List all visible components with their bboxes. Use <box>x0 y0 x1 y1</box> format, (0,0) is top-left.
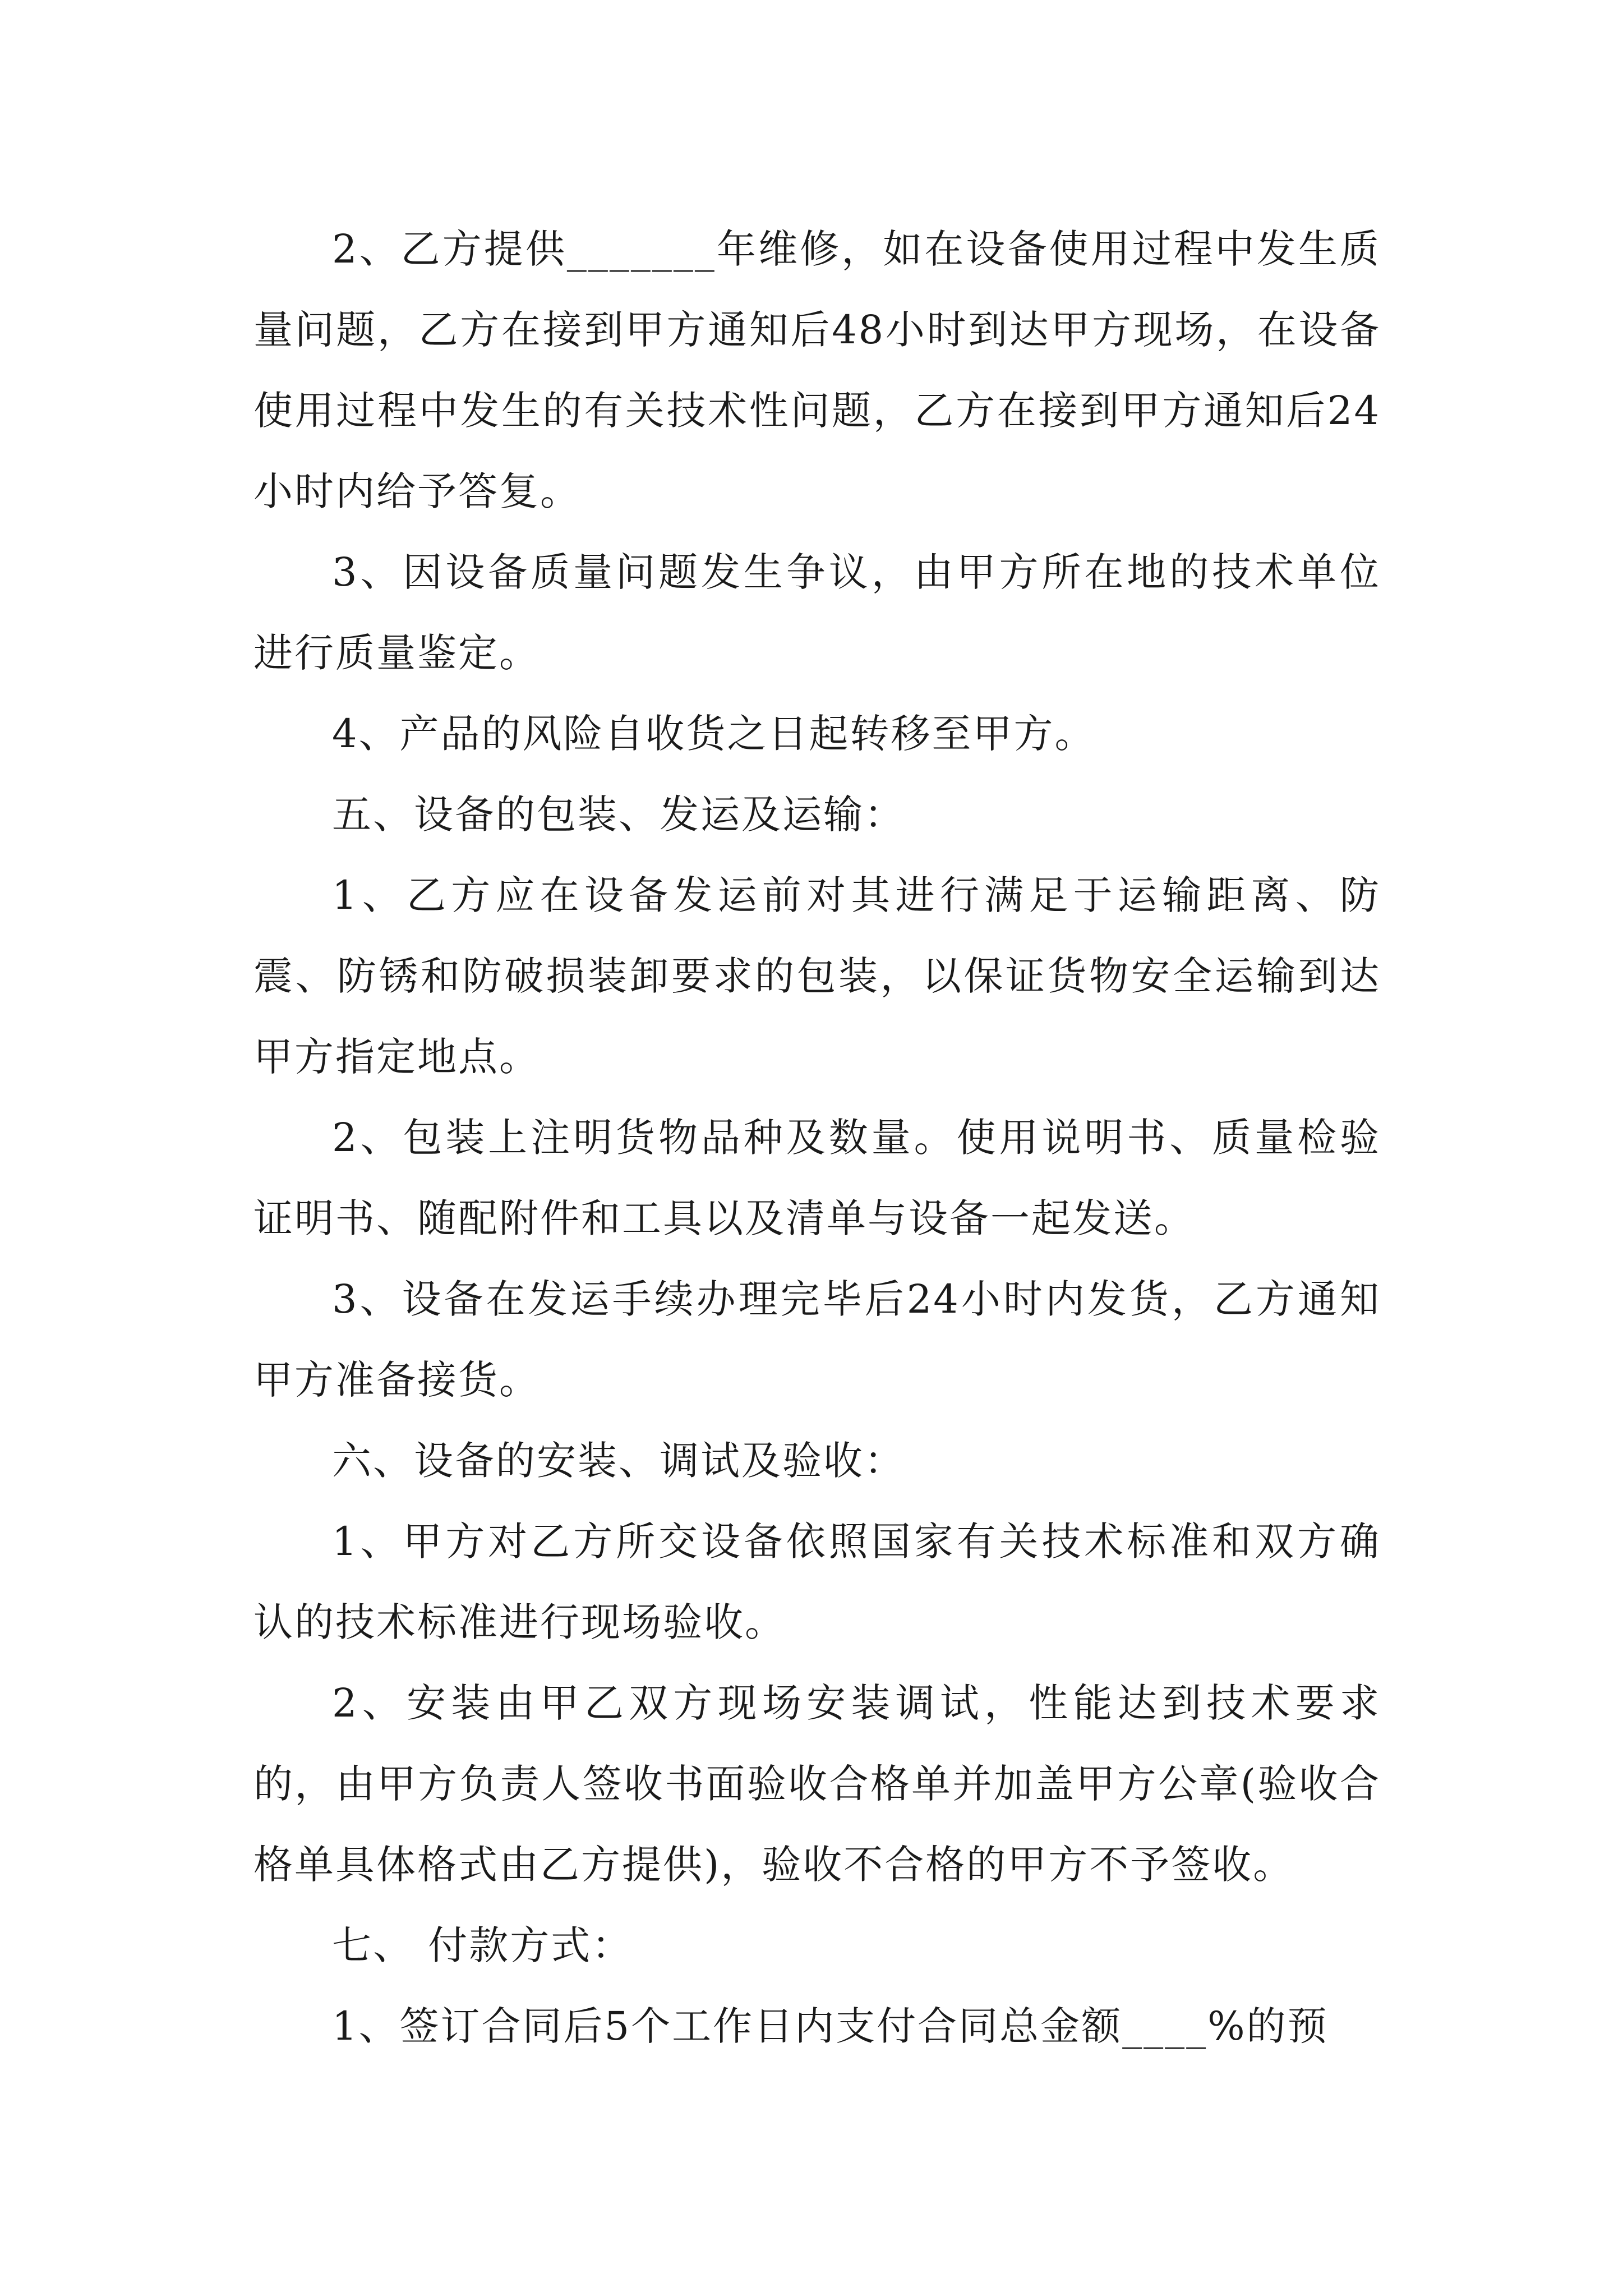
section-heading-installation: 六、设备的安装、调试及验收： <box>332 1438 905 1484</box>
clause-packaging-requirements: 1、乙方应在设备发运前对其进行满足于运输距离、防震、防锈和防破损装卸要求的包装，以保证货物安全运输到达甲方指定地点。 <box>253 872 1381 1080</box>
clause-acceptance-standards: 1、甲方对乙方所交设备依照国家有关技术标准和双方确认的技术标准进行现场验收。 <box>253 1519 1381 1645</box>
clause-payment-advance: 1、签订合同后5个工作日内支付合同总金额____%的预 <box>332 2003 1329 2049</box>
clause-packaging-labels: 2、包装上注明货物品种及数量。使用说明书、质量检验证明书、随配附件和工具以及清单与设备一起发送。 <box>253 1115 1381 1241</box>
clause-quality-dispute: 3、因设备质量问题发生争议，由甲方所在地的技术单位进行质量鉴定。 <box>253 549 1381 676</box>
clause-shipping-notice: 3、设备在发运手续办理完毕后24小时内发货，乙方通知甲方准备接货。 <box>253 1276 1381 1403</box>
clause-risk-transfer: 4、产品的风险自收货之日起转移至甲方。 <box>332 711 1096 757</box>
section-heading-payment: 七、 付款方式： <box>332 1922 633 1968</box>
document-body <box>253 209 1381 2067</box>
section-heading-packaging: 五、设备的包装、发运及运输： <box>332 792 905 838</box>
clause-repair-service: 2、乙方提供_______年维修，如在设备使用过程中发生质量问题，乙方在接到甲方通知后48小时到达甲方现场，在设备使用过程中发生的有关技术性问题，乙方在接到甲方通知后24小时内给予答复。 <box>253 226 1381 514</box>
clause-installation-acceptance: 2、安装由甲乙双方现场安装调试，性能达到技术要求的，由甲方负责人签收书面验收合格单并加盖甲方公章(验收合格单具体格式由乙方提供)，验收不合格的甲方不予签收。 <box>253 1680 1381 1888</box>
